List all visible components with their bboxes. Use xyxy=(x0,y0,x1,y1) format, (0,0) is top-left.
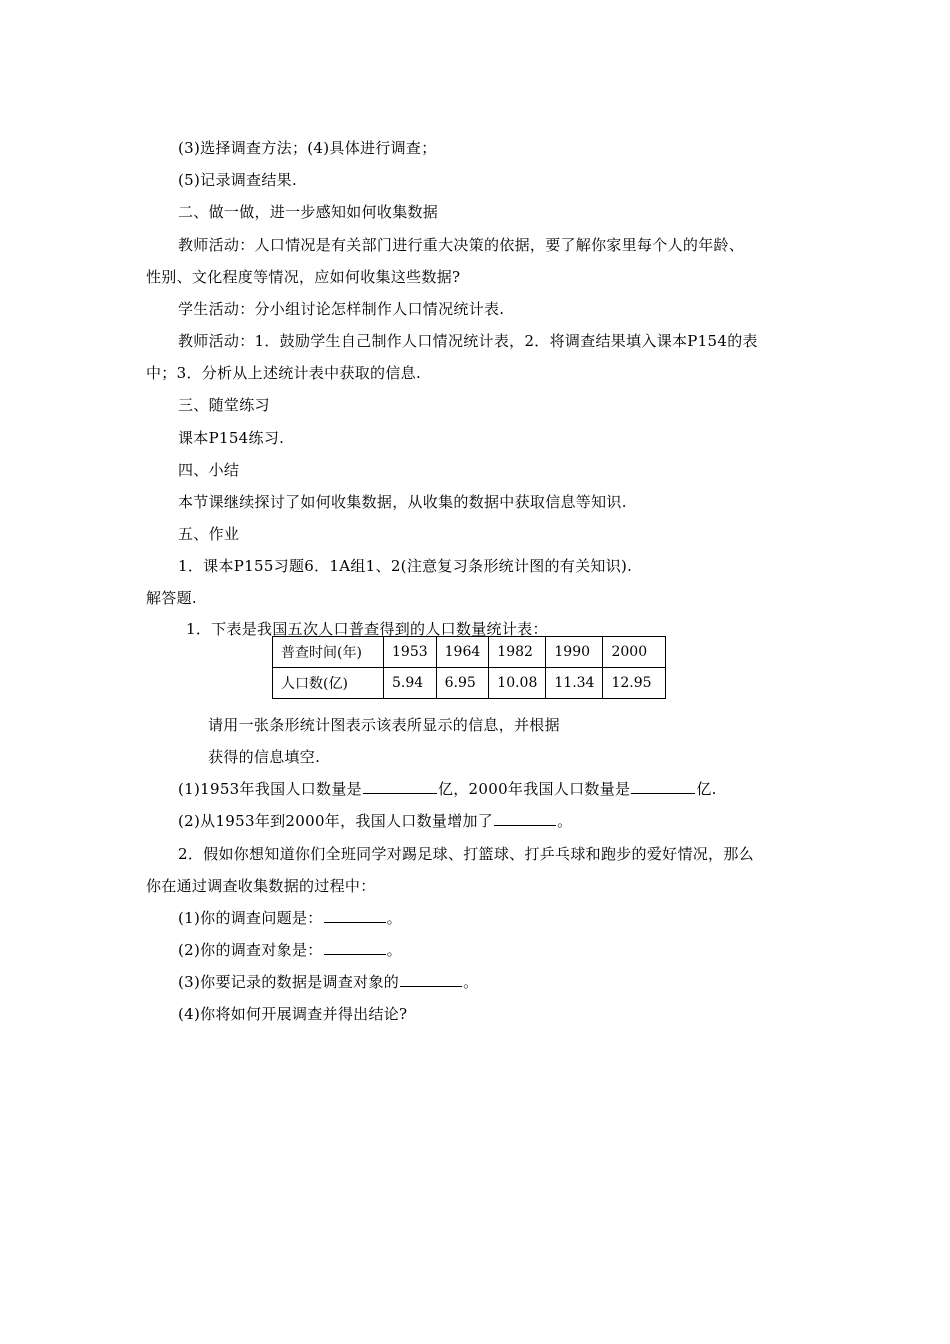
question-line xyxy=(178,971,478,993)
section-heading: 二、做一做，进一步感知如何收集数据 xyxy=(178,203,439,221)
answer-blank[interactable] xyxy=(363,779,437,794)
table-cell: 11.34 xyxy=(546,668,603,699)
text-line: 解答题. xyxy=(146,589,197,607)
question-line xyxy=(178,907,402,929)
question-line: 1．下表是我国五次人口普查得到的人口数量统计表： xyxy=(186,620,548,638)
text-line: 性别、文化程度等情况，应如何收集这些数据? xyxy=(146,268,461,286)
text-line: 1．课本P155习题6．1A组1、2(注意复习条形统计图的有关知识). xyxy=(178,557,633,575)
section-heading: 四、小结 xyxy=(178,461,240,479)
question-line xyxy=(178,939,402,961)
population-table xyxy=(272,636,666,699)
table-cell: 6.95 xyxy=(436,668,489,699)
answer-blank[interactable] xyxy=(324,940,386,955)
table-cell: 1953 xyxy=(384,637,437,668)
text-line: (5)记录调查结果. xyxy=(178,171,298,189)
text-line: 本节课继续探讨了如何收集数据，从收集的数据中获取信息等知识. xyxy=(178,493,627,511)
section-heading: 五、作业 xyxy=(178,525,240,543)
table-cell: 1982 xyxy=(489,637,546,668)
question-text: (2)你的调查对象是： xyxy=(178,941,323,959)
question-text: 。 xyxy=(463,973,479,991)
question-text: (2)从1953年到2000年，我国人口数量增加了 xyxy=(178,812,494,830)
question-text: 。 xyxy=(386,941,402,959)
question-line xyxy=(178,810,572,832)
text-line: 请用一张条形统计图表示该表所显示的信息，并根据 xyxy=(208,716,560,734)
answer-blank[interactable] xyxy=(494,811,556,826)
question-text: (3)你要记录的数据是调查对象的 xyxy=(178,973,400,991)
question-text: (1)1953年我国人口数量是 xyxy=(178,780,362,798)
table-cell: 12.95 xyxy=(603,668,666,699)
table-row xyxy=(273,637,666,668)
answer-blank[interactable] xyxy=(324,908,386,923)
table-row xyxy=(273,668,666,699)
section-heading: 三、随堂练习 xyxy=(178,396,270,414)
question-line: (4)你将如何开展调查并得出结论? xyxy=(178,1005,408,1023)
question-text: 。 xyxy=(386,909,402,927)
table-cell: 10.08 xyxy=(489,668,546,699)
answer-blank[interactable] xyxy=(400,972,462,987)
table-cell: 2000 xyxy=(603,637,666,668)
text-line: 教师活动：1．鼓励学生自己制作人口情况统计表，2．将调查结果填入课本P154的表 xyxy=(178,332,758,350)
question-line: 2．假如你想知道你们全班同学对踢足球、打篮球、打乒乓球和跑步的爱好情况，那么 xyxy=(178,845,754,863)
question-text: 亿. xyxy=(696,780,717,798)
question-text: 亿，2000年我国人口数量是 xyxy=(437,780,631,798)
question-text: 。 xyxy=(557,812,573,830)
question-text: (1)你的调查问题是： xyxy=(178,909,323,927)
text-line: 你在通过调查收集数据的过程中： xyxy=(146,877,376,895)
answer-blank[interactable] xyxy=(631,779,695,794)
table-cell: 1964 xyxy=(436,637,489,668)
text-line: 中；3．分析从上述统计表中获取的信息. xyxy=(146,364,422,382)
text-line: 教师活动：人口情况是有关部门进行重大决策的依据，要了解你家里每个人的年龄、 xyxy=(178,236,745,254)
table-cell: 人口数(亿) xyxy=(273,668,384,699)
table-cell: 普查时间(年) xyxy=(273,637,384,668)
question-line xyxy=(178,778,717,800)
table-cell: 5.94 xyxy=(384,668,437,699)
text-line: 学生活动：分小组讨论怎样制作人口情况统计表. xyxy=(178,300,505,318)
text-line: (3)选择调查方法；(4)具体进行调查； xyxy=(178,139,437,157)
table-cell: 1990 xyxy=(546,637,603,668)
text-line: 获得的信息填空. xyxy=(208,748,321,766)
text-line: 课本P154练习. xyxy=(178,429,285,447)
